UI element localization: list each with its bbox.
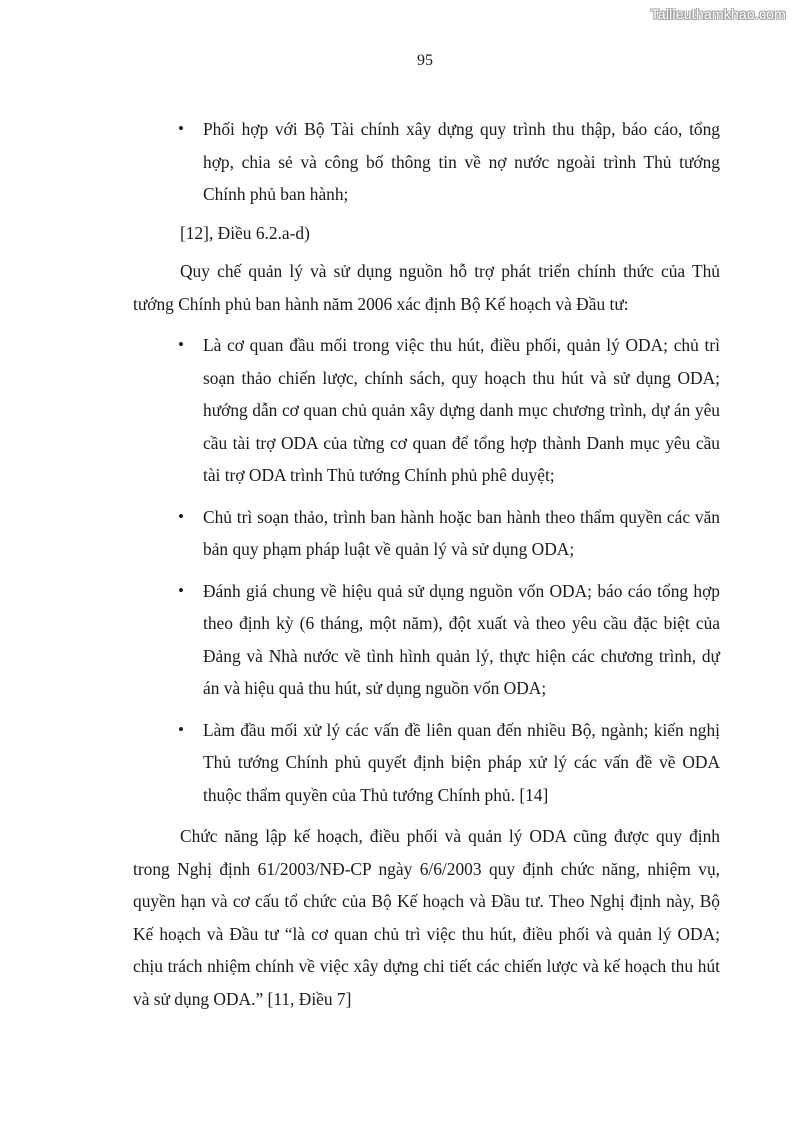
bullet-item: • Làm đầu mối xử lý các vấn đề liên quan đến nhiều Bộ, ngành; kiến nghị Thủ tướng Chính phủ quyết định biện pháp xử lý các vấn đề về ODA thuộc thẩm quyền của Thủ tướng Chính phủ. [14] xyxy=(133,714,720,812)
paragraph: Chức năng lập kế hoạch, điều phối và quản lý ODA cũng được quy định trong Nghị định 61/2003/NĐ-CP ngày 6/6/2003 quy định chức năng, nhiệm vụ, quyền hạn và cơ cấu tổ chức của Bộ Kế hoạch và Đầu tư. Theo Nghị định này, Bộ Kế hoạch và Đầu tư “là cơ quan chủ trì việc thu hút, điều phối và quản lý ODA; chịu trách nhiệm chính về việc xây dựng chi tiết các chiến lược và kế hoạch thu hút và sử dụng ODA.” [11, Điều 7] xyxy=(133,826,720,1009)
bullet-list-top xyxy=(133,113,720,211)
bullet-list-main xyxy=(133,329,720,811)
paragraph: Quy chế quản lý và sử dụng nguồn hỗ trợ phát triển chính thức của Thủ tướng Chính phủ ban hành năm 2006 xác định Bộ Kế hoạch và Đầu tư: xyxy=(133,261,720,314)
bullet-item: • Là cơ quan đầu mối trong việc thu hút, điều phối, quản lý ODA; chủ trì soạn thảo chiến lược, chính sách, quy hoạch thu hút và sử dụng ODA; hướng dẫn cơ quan chủ quản xây dựng danh mục chương trình, dự án yêu cầu tài trợ ODA của từng cơ quan để tổng hợp thành Danh mục yêu cầu tài trợ ODA trình Thủ tướng Chính phủ phê duyệt; xyxy=(133,329,720,492)
watermark: Tailieuthamkhao.com xyxy=(650,6,786,22)
reference-citation: [12], Điều 6.2.a-d) xyxy=(180,222,310,243)
bullet-item: • Chủ trì soạn thảo, trình ban hành hoặc ban hành theo thẩm quyền các văn bản quy phạm pháp luật về quản lý và sử dụng ODA; xyxy=(133,501,720,566)
document-body xyxy=(133,113,720,1015)
bullet-item: • Đánh giá chung về hiệu quả sử dụng nguồn vốn ODA; báo cáo tổng hợp theo định kỳ (6 tháng, một năm), đột xuất và theo yêu cầu đặc biệt của Đảng và Nhà nước về tình hình quản lý, thực hiện các chương trình, dự án và hiệu quả thu hút, sử dụng nguồn vốn ODA; xyxy=(133,575,720,705)
page-number: 95 xyxy=(417,52,433,69)
bullet-item: • Phối hợp với Bộ Tài chính xây dựng quy trình thu thập, báo cáo, tổng hợp, chia sẻ và công bố thông tin về nợ nước ngoài trình Thủ tướng Chính phủ ban hành; xyxy=(133,113,720,211)
